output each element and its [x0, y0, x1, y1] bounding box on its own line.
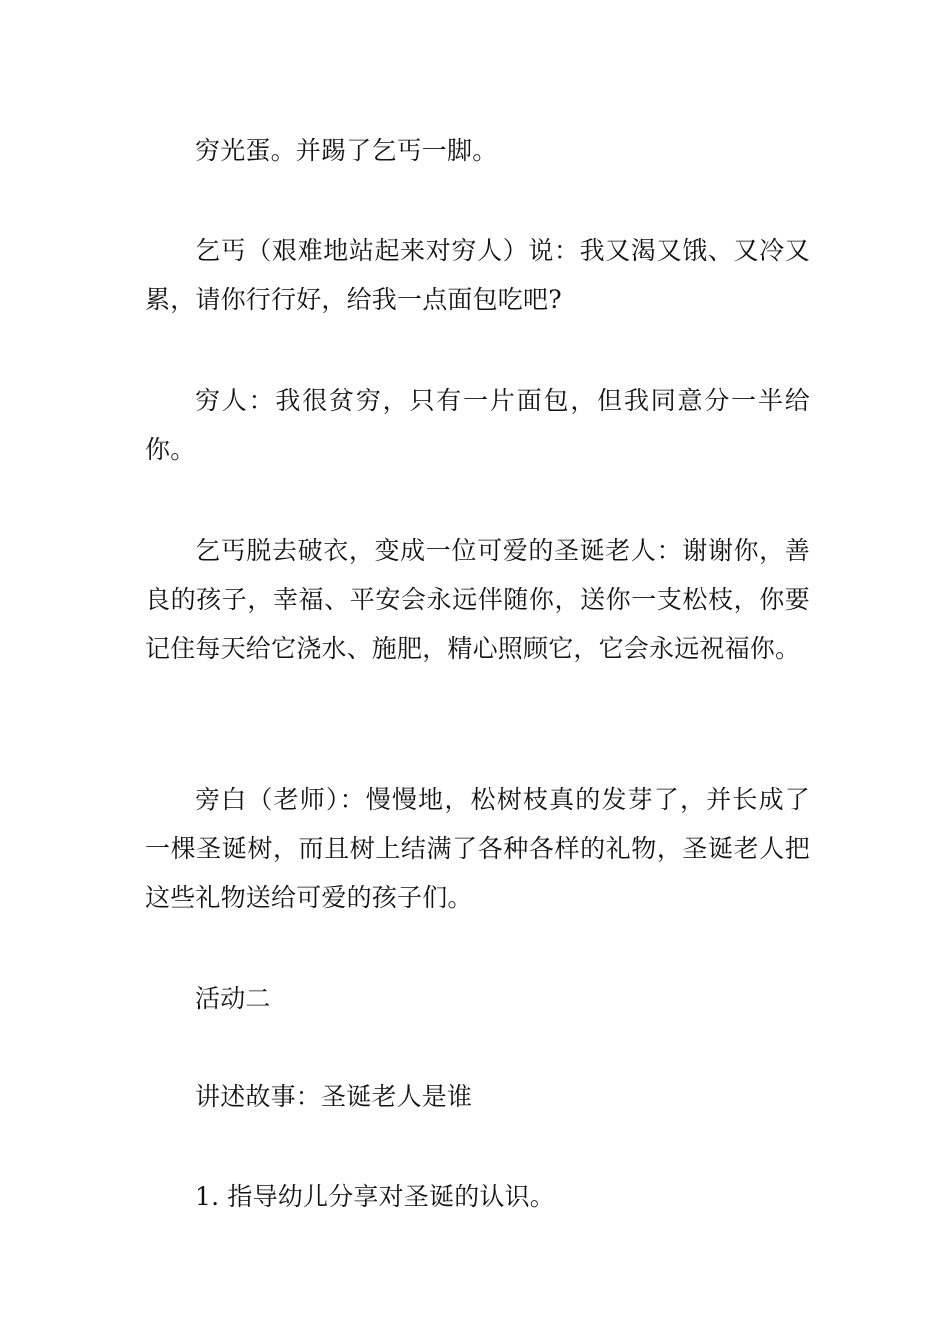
story-title: 讲述故事：圣诞老人是谁 — [195, 1082, 473, 1111]
paragraph-2: 乞丐（艰难地站起来对穷人）说：我又渴又饿、又冷又累，请你行行好，给我一点面包吃吧? — [145, 236, 810, 314]
paragraph-5: 旁白（老师）：慢慢地，松树枝真的发芽了，并长成了一棵圣诞树，而且树上结满了各种各样的礼物，圣诞老人把这些礼物送给可爱的孩子们。 — [145, 785, 810, 912]
section-heading: 活动二 — [195, 984, 271, 1013]
paragraph-1: 穷光蛋。并踢了乞丐一脚。 — [195, 136, 498, 165]
paragraph-4: 乞丐脱去破衣，变成一位可爱的圣诞老人：谢谢你，善良的孩子，幸福、平安会永远伴随你，送你一支松枝，你要记住每天给它浇水、施肥，精心照顾它，它会永远祝福你。 — [145, 536, 810, 663]
paragraph-3: 穷人：我很贫穷，只有一片面包，但我同意分一半给你。 — [145, 386, 810, 464]
list-item-1: 1. 指导幼儿分享对圣诞的认识。 — [195, 1182, 556, 1211]
